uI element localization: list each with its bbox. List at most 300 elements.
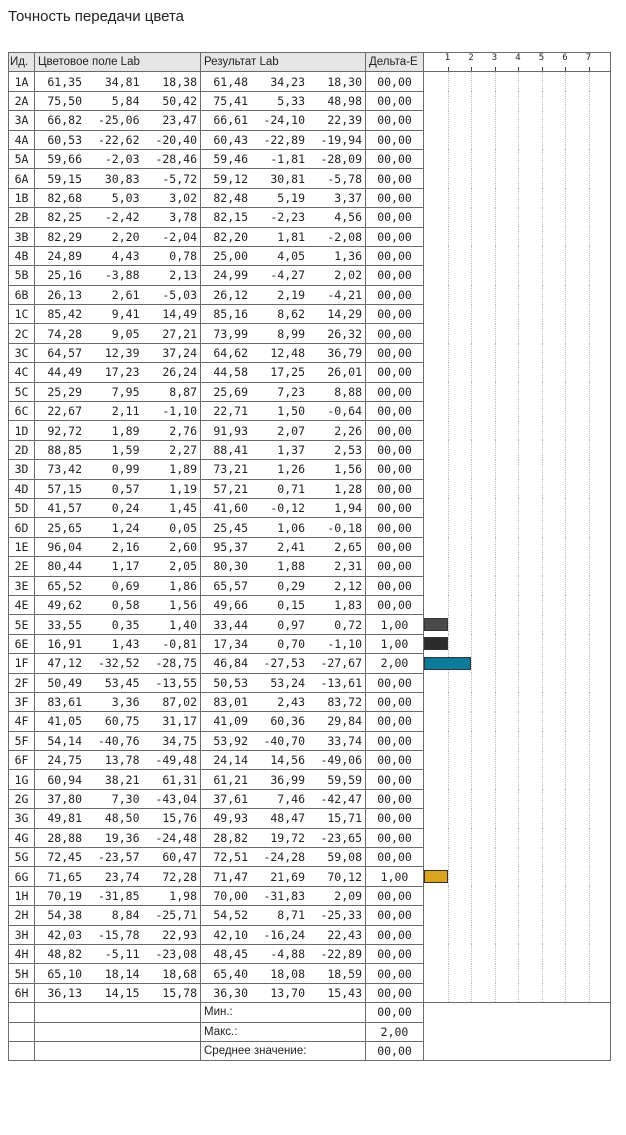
reference-b-value: 61,31 bbox=[162, 772, 197, 787]
reference-l-value: 26,13 bbox=[47, 287, 82, 302]
reference-l-value: 54,14 bbox=[47, 733, 82, 748]
delta-e-bar-cell bbox=[424, 266, 611, 285]
summary-empty-cell bbox=[35, 1022, 201, 1041]
delta-e-bar-cell bbox=[424, 983, 611, 1002]
reference-a-value: 1,24 bbox=[111, 520, 140, 535]
summary-value: 00,00 bbox=[366, 1041, 424, 1060]
scale-gridline bbox=[448, 343, 449, 362]
reference-a-value: 1,89 bbox=[111, 423, 140, 438]
delta-e-bar-cell bbox=[424, 479, 611, 498]
reference-l-value: 41,05 bbox=[47, 714, 82, 729]
reference-lab-cell bbox=[35, 848, 201, 867]
reference-l-value: 59,15 bbox=[47, 171, 82, 186]
scale-gridline bbox=[471, 576, 472, 595]
patch-id: 3H bbox=[9, 925, 35, 944]
reference-lab-cell bbox=[35, 111, 201, 130]
delta-e-value: 00,00 bbox=[366, 363, 424, 382]
scale-gridline bbox=[518, 402, 519, 421]
result-l-value: 33,44 bbox=[213, 617, 248, 632]
scale-gridline bbox=[448, 72, 449, 91]
table-row bbox=[9, 498, 611, 517]
result-lab-cell bbox=[201, 460, 366, 479]
scale-gridline bbox=[542, 983, 543, 1002]
reference-a-value: 19,36 bbox=[104, 830, 140, 845]
reference-a-value: 5,84 bbox=[111, 93, 140, 108]
report-title: Точность передачи цвета bbox=[8, 8, 185, 25]
result-b-value: 2,02 bbox=[334, 268, 362, 283]
result-b-value: 8,88 bbox=[334, 384, 362, 399]
result-a-value: 8,99 bbox=[277, 326, 305, 341]
scale-gridline bbox=[448, 828, 449, 847]
result-lab-cell bbox=[201, 440, 366, 459]
scale-gridline bbox=[518, 246, 519, 265]
reference-a-value: 2,11 bbox=[111, 404, 140, 419]
delta-e-bar-cell bbox=[424, 615, 611, 634]
result-b-value: -23,65 bbox=[320, 830, 362, 845]
reference-b-value: 37,24 bbox=[162, 346, 197, 361]
reference-a-value: -15,78 bbox=[97, 927, 140, 942]
patch-id: 6H bbox=[9, 983, 35, 1002]
scale-gridline bbox=[518, 925, 519, 944]
result-l-value: 41,60 bbox=[213, 501, 248, 516]
reference-lab-cell bbox=[35, 305, 201, 324]
summary-value: 2,00 bbox=[366, 1022, 424, 1041]
scale-gridline bbox=[589, 906, 590, 925]
patch-id: 6C bbox=[9, 402, 35, 421]
table-row bbox=[9, 440, 611, 459]
result-a-value: 5,19 bbox=[277, 190, 305, 205]
reference-b-value: 2,60 bbox=[169, 539, 197, 554]
patch-id: 1D bbox=[9, 421, 35, 440]
delta-e-value: 00,00 bbox=[366, 440, 424, 459]
result-a-value: -24,28 bbox=[263, 850, 305, 865]
scale-gridline bbox=[471, 498, 472, 517]
scale-gridline bbox=[448, 149, 449, 168]
table-row bbox=[9, 673, 611, 692]
scale-gridline bbox=[448, 557, 449, 576]
scale-tick-label: 6 bbox=[562, 53, 568, 63]
scale-gridline bbox=[448, 498, 449, 517]
delta-e-bar-cell bbox=[424, 188, 611, 207]
summary-empty-cell bbox=[9, 1022, 35, 1041]
result-l-value: 91,93 bbox=[213, 423, 248, 438]
patch-id: 3B bbox=[9, 227, 35, 246]
delta-e-value: 00,00 bbox=[366, 111, 424, 130]
scale-gridline bbox=[542, 595, 543, 614]
reference-a-value: 3,36 bbox=[111, 695, 140, 710]
scale-gridline bbox=[542, 886, 543, 905]
result-l-value: 73,21 bbox=[213, 462, 248, 477]
scale-gridline bbox=[589, 382, 590, 401]
scale-gridline bbox=[542, 188, 543, 207]
summary-empty-cell bbox=[9, 1041, 35, 1060]
scale-gridline bbox=[495, 751, 496, 770]
scale-gridline bbox=[495, 305, 496, 324]
result-lab-cell bbox=[201, 615, 366, 634]
reference-b-value: 27,21 bbox=[162, 326, 197, 341]
scale-gridline bbox=[542, 111, 543, 130]
reference-l-value: 66,82 bbox=[47, 113, 82, 128]
table-row bbox=[9, 983, 611, 1002]
delta-e-value: 00,00 bbox=[366, 343, 424, 362]
reference-lab-cell bbox=[35, 731, 201, 750]
scale-gridline bbox=[471, 363, 472, 382]
reference-lab-cell bbox=[35, 615, 201, 634]
delta-e-value: 00,00 bbox=[366, 712, 424, 731]
delta-e-bar-cell bbox=[424, 440, 611, 459]
table-row bbox=[9, 285, 611, 304]
scale-gridline bbox=[518, 91, 519, 110]
scale-gridline bbox=[471, 751, 472, 770]
scale-gridline bbox=[589, 421, 590, 440]
delta-e-bar-cell bbox=[424, 770, 611, 789]
patch-id: 2H bbox=[9, 906, 35, 925]
scale-gridline bbox=[448, 324, 449, 343]
scale-gridline bbox=[471, 770, 472, 789]
summary-empty-cell bbox=[424, 1022, 611, 1041]
scale-gridline bbox=[518, 72, 519, 91]
scale-gridline bbox=[542, 673, 543, 692]
result-lab-cell bbox=[201, 324, 366, 343]
result-lab-cell bbox=[201, 789, 366, 808]
delta-e-value: 00,00 bbox=[366, 848, 424, 867]
result-a-value: -31,83 bbox=[263, 888, 305, 903]
scale-gridline bbox=[495, 615, 496, 634]
result-b-value: 22,39 bbox=[327, 113, 362, 128]
scale-gridline bbox=[542, 654, 543, 673]
result-a-value: -24,10 bbox=[263, 113, 305, 128]
delta-e-value: 00,00 bbox=[366, 789, 424, 808]
scale-gridline bbox=[448, 208, 449, 227]
patch-id: 4B bbox=[9, 246, 35, 265]
result-l-value: 49,93 bbox=[213, 811, 248, 826]
scale-gridline bbox=[565, 809, 566, 828]
scale-gridline bbox=[542, 169, 543, 188]
scale-gridline bbox=[518, 789, 519, 808]
result-a-value: 0,15 bbox=[277, 598, 305, 613]
delta-e-value: 00,00 bbox=[366, 227, 424, 246]
reference-l-value: 83,61 bbox=[47, 695, 82, 710]
scale-gridline bbox=[542, 91, 543, 110]
scale-gridline bbox=[565, 363, 566, 382]
scale-gridline bbox=[542, 906, 543, 925]
patch-id: 3C bbox=[9, 343, 35, 362]
table-row bbox=[9, 363, 611, 382]
delta-e-bar-cell bbox=[424, 537, 611, 556]
result-b-value: 0,72 bbox=[334, 617, 362, 632]
delta-e-bar bbox=[424, 870, 448, 883]
result-l-value: 57,21 bbox=[213, 481, 248, 496]
patch-id: 2E bbox=[9, 557, 35, 576]
delta-e-value: 00,00 bbox=[366, 906, 424, 925]
scale-gridline bbox=[565, 867, 566, 886]
result-lab-cell bbox=[201, 712, 366, 731]
scale-gridline bbox=[448, 576, 449, 595]
result-l-value: 59,46 bbox=[213, 152, 248, 167]
scale-gridline bbox=[471, 324, 472, 343]
scale-gridline bbox=[448, 479, 449, 498]
scale-gridline bbox=[471, 188, 472, 207]
scale-gridline bbox=[495, 440, 496, 459]
result-lab-cell bbox=[201, 595, 366, 614]
scale-gridline bbox=[565, 944, 566, 963]
reference-lab-cell bbox=[35, 91, 201, 110]
scale-gridline bbox=[518, 111, 519, 130]
table-row bbox=[9, 537, 611, 556]
reference-lab-cell bbox=[35, 983, 201, 1002]
delta-e-bar-cell bbox=[424, 305, 611, 324]
scale-gridline bbox=[589, 634, 590, 653]
scale-gridline bbox=[542, 712, 543, 731]
scale-gridline bbox=[471, 848, 472, 867]
result-a-value: 2,43 bbox=[277, 695, 305, 710]
reference-lab-cell bbox=[35, 537, 201, 556]
reference-l-value: 25,29 bbox=[47, 384, 82, 399]
reference-l-value: 47,12 bbox=[47, 656, 82, 671]
result-b-value: 1,28 bbox=[334, 481, 362, 496]
result-b-value: 4,56 bbox=[334, 210, 362, 225]
scale-gridline bbox=[495, 925, 496, 944]
delta-e-value: 00,00 bbox=[366, 673, 424, 692]
scale-gridline bbox=[589, 363, 590, 382]
scale-gridline bbox=[448, 848, 449, 867]
patch-id: 5B bbox=[9, 266, 35, 285]
reference-lab-cell bbox=[35, 208, 201, 227]
scale-gridline bbox=[448, 91, 449, 110]
table-row bbox=[9, 692, 611, 711]
scale-gridline bbox=[471, 537, 472, 556]
reference-b-value: 2,27 bbox=[169, 443, 197, 457]
reference-a-value: 14,15 bbox=[104, 985, 140, 1000]
scale-gridline bbox=[518, 537, 519, 556]
scale-tick-label: 4 bbox=[515, 53, 521, 63]
scale-gridline bbox=[589, 246, 590, 265]
result-b-value: 1,56 bbox=[334, 462, 362, 477]
summary-empty-cell bbox=[424, 1003, 611, 1022]
reference-lab-cell bbox=[35, 324, 201, 343]
result-a-value: 30,81 bbox=[270, 171, 305, 186]
scale-gridline bbox=[565, 246, 566, 265]
reference-lab-cell bbox=[35, 343, 201, 362]
scale-gridline bbox=[471, 867, 472, 886]
result-lab-cell bbox=[201, 130, 366, 149]
table-row bbox=[9, 886, 611, 905]
scale-gridline bbox=[565, 906, 566, 925]
delta-e-value: 00,00 bbox=[366, 169, 424, 188]
scale-gridline bbox=[589, 712, 590, 731]
delta-e-value: 00,00 bbox=[366, 324, 424, 343]
delta-e-bar-cell bbox=[424, 111, 611, 130]
delta-e-value: 00,00 bbox=[366, 266, 424, 285]
reference-a-value: 48,50 bbox=[104, 811, 140, 826]
reference-a-value: 13,78 bbox=[104, 753, 140, 768]
result-a-value: -27,53 bbox=[263, 656, 305, 671]
reference-lab-cell bbox=[35, 518, 201, 537]
result-lab-cell bbox=[201, 809, 366, 828]
result-lab-cell bbox=[201, 537, 366, 556]
table-row bbox=[9, 188, 611, 207]
scale-gridline bbox=[518, 227, 519, 246]
scale-gridline bbox=[542, 498, 543, 517]
scale-gridline bbox=[495, 72, 496, 91]
scale-gridline bbox=[518, 712, 519, 731]
reference-l-value: 96,04 bbox=[47, 539, 82, 554]
reference-b-value: -49,48 bbox=[155, 753, 197, 768]
reference-lab-cell bbox=[35, 363, 201, 382]
reference-lab-cell bbox=[35, 479, 201, 498]
scale-gridline bbox=[495, 964, 496, 983]
reference-b-value: -13,55 bbox=[155, 675, 197, 690]
scale-gridline bbox=[495, 227, 496, 246]
result-a-value: -1,81 bbox=[270, 152, 305, 167]
scale-gridline bbox=[448, 537, 449, 556]
result-lab-cell bbox=[201, 208, 366, 227]
result-l-value: 73,99 bbox=[213, 326, 248, 341]
scale-gridline bbox=[448, 634, 449, 653]
scale-gridline bbox=[565, 285, 566, 304]
scale-gridline bbox=[589, 285, 590, 304]
scale-gridline bbox=[495, 576, 496, 595]
table-row bbox=[9, 595, 611, 614]
scale-gridline bbox=[565, 731, 566, 750]
reference-a-value: -2,03 bbox=[104, 152, 140, 167]
reference-b-value: 60,47 bbox=[162, 850, 197, 865]
scale-gridline bbox=[471, 111, 472, 130]
scale-gridline bbox=[448, 382, 449, 401]
table-row bbox=[9, 944, 611, 963]
delta-e-bar-cell bbox=[424, 576, 611, 595]
delta-e-bar-cell bbox=[424, 498, 611, 517]
delta-e-value: 00,00 bbox=[366, 518, 424, 537]
scale-gridline bbox=[565, 421, 566, 440]
reference-l-value: 65,52 bbox=[47, 578, 82, 593]
reference-b-value: 0,78 bbox=[169, 249, 197, 264]
scale-gridline bbox=[471, 440, 472, 459]
scale-gridline bbox=[565, 925, 566, 944]
reference-l-value: 73,42 bbox=[47, 462, 82, 477]
result-a-value: 12,48 bbox=[270, 346, 305, 361]
scale-gridline bbox=[495, 208, 496, 227]
reference-lab-cell bbox=[35, 906, 201, 925]
scale-gridline bbox=[565, 654, 566, 673]
result-b-value: -28,09 bbox=[320, 152, 362, 167]
result-b-value: -22,89 bbox=[320, 947, 362, 962]
scale-gridline bbox=[542, 576, 543, 595]
delta-e-value: 00,00 bbox=[366, 557, 424, 576]
scale-gridline bbox=[589, 440, 590, 459]
result-b-value: 2,65 bbox=[334, 539, 362, 554]
reference-b-value: 8,87 bbox=[169, 384, 197, 399]
scale-gridline bbox=[565, 964, 566, 983]
reference-b-value: -20,40 bbox=[155, 132, 197, 147]
patch-id: 1B bbox=[9, 188, 35, 207]
patch-id: 3F bbox=[9, 692, 35, 711]
delta-e-bar-cell bbox=[424, 692, 611, 711]
patch-id: 5C bbox=[9, 382, 35, 401]
summary-label: Мин.: bbox=[201, 1003, 366, 1022]
delta-e-bar-cell bbox=[424, 149, 611, 168]
delta-e-value: 00,00 bbox=[366, 944, 424, 963]
delta-e-bar-cell bbox=[424, 828, 611, 847]
reference-b-value: 87,02 bbox=[162, 695, 197, 710]
scale-gridline bbox=[589, 751, 590, 770]
scale-gridline bbox=[448, 809, 449, 828]
scale-gridline bbox=[471, 828, 472, 847]
reference-a-value: 12,39 bbox=[104, 346, 140, 361]
reference-l-value: 71,65 bbox=[47, 869, 82, 884]
scale-gridline bbox=[518, 324, 519, 343]
scale-gridline bbox=[518, 751, 519, 770]
reference-lab-cell bbox=[35, 266, 201, 285]
result-l-value: 36,30 bbox=[213, 985, 248, 1000]
reference-lab-cell bbox=[35, 770, 201, 789]
result-l-value: 59,12 bbox=[213, 171, 248, 186]
reference-l-value: 74,28 bbox=[47, 326, 82, 341]
result-a-value: 5,33 bbox=[277, 93, 305, 108]
result-b-value: 1,83 bbox=[334, 598, 362, 613]
delta-e-value: 00,00 bbox=[366, 770, 424, 789]
scale-gridline bbox=[542, 402, 543, 421]
scale-gridline bbox=[518, 208, 519, 227]
scale-gridline bbox=[495, 557, 496, 576]
result-a-value: 1,88 bbox=[277, 559, 305, 574]
result-lab-cell bbox=[201, 479, 366, 498]
scale-gridline bbox=[471, 692, 472, 711]
result-l-value: 25,00 bbox=[213, 249, 248, 264]
scale-gridline bbox=[589, 654, 590, 673]
reference-a-value: 2,61 bbox=[111, 287, 140, 302]
patch-id: 6F bbox=[9, 751, 35, 770]
scale-gridline bbox=[565, 692, 566, 711]
scale-gridline bbox=[448, 925, 449, 944]
scale-gridline bbox=[589, 809, 590, 828]
table-row bbox=[9, 576, 611, 595]
summary-empty-cell bbox=[35, 1003, 201, 1022]
reference-b-value: 18,38 bbox=[162, 74, 197, 89]
delta-e-value: 00,00 bbox=[366, 91, 424, 110]
result-l-value: 65,57 bbox=[213, 578, 248, 593]
scale-gridline bbox=[518, 305, 519, 324]
table-row bbox=[9, 305, 611, 324]
delta-e-value: 00,00 bbox=[366, 983, 424, 1002]
reference-a-value: -25,06 bbox=[97, 113, 140, 128]
patch-id: 4G bbox=[9, 828, 35, 847]
result-a-value: 0,70 bbox=[277, 636, 305, 651]
scale-gridline bbox=[589, 305, 590, 324]
delta-e-value: 00,00 bbox=[366, 305, 424, 324]
delta-e-bar-cell bbox=[424, 169, 611, 188]
scale-gridline bbox=[471, 518, 472, 537]
scale-gridline bbox=[495, 91, 496, 110]
scale-gridline bbox=[565, 498, 566, 517]
reference-a-value: 0,57 bbox=[111, 481, 140, 496]
patch-id: 1E bbox=[9, 537, 35, 556]
scale-gridline bbox=[542, 867, 543, 886]
result-lab-cell bbox=[201, 692, 366, 711]
patch-id: 4E bbox=[9, 595, 35, 614]
summary-value: 00,00 bbox=[366, 1003, 424, 1022]
table-row bbox=[9, 634, 611, 653]
scale-gridline bbox=[471, 266, 472, 285]
reference-b-value: 26,24 bbox=[162, 365, 197, 380]
reference-b-value: 2,05 bbox=[169, 559, 197, 574]
reference-a-value: 23,74 bbox=[104, 869, 140, 884]
delta-e-bar-cell bbox=[424, 944, 611, 963]
scale-gridline bbox=[471, 595, 472, 614]
result-a-value: 17,25 bbox=[270, 365, 305, 380]
reference-l-value: 80,44 bbox=[47, 559, 82, 574]
scale-gridline bbox=[565, 537, 566, 556]
